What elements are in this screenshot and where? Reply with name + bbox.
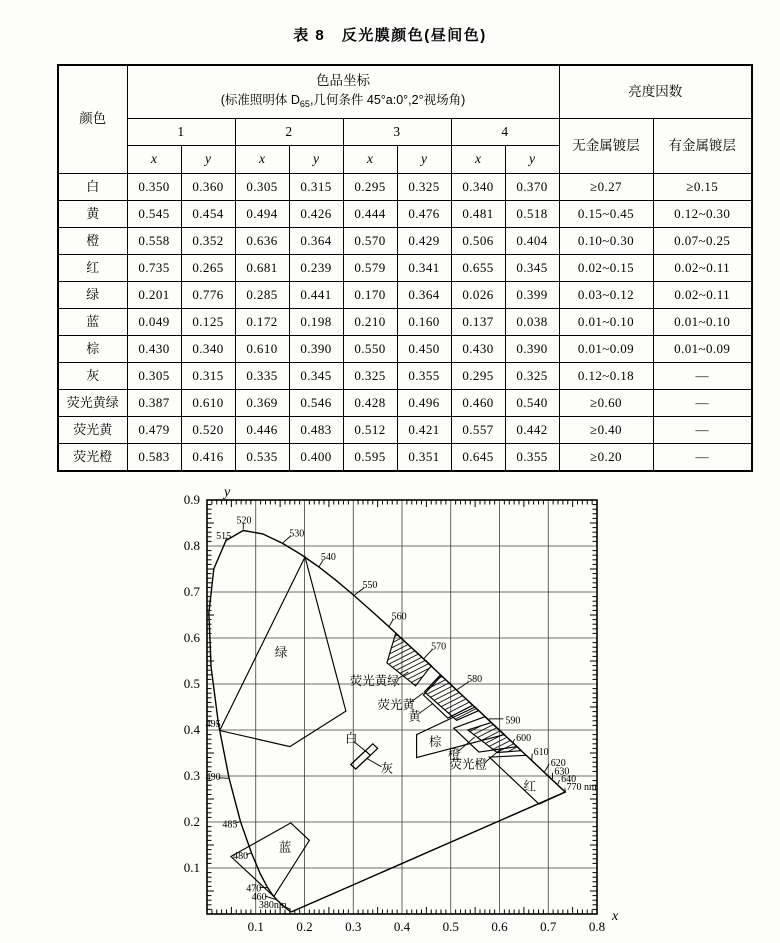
reflective-film-color-table — [57, 64, 753, 472]
lum-no-metal-cell: 0.12~0.18 — [559, 363, 653, 390]
wavelength-label-530: 530 — [289, 529, 304, 540]
coord-cell: 0.239 — [289, 255, 343, 282]
color-name-cell: 红 — [58, 255, 127, 282]
coord-cell: 0.355 — [397, 363, 451, 390]
coord-cell: 0.387 — [127, 390, 181, 417]
coord-cell: 0.444 — [343, 201, 397, 228]
wavelength-label-515: 515 — [216, 531, 231, 542]
coord-cell: 0.198 — [289, 309, 343, 336]
lum-metal-cell: ≥0.15 — [653, 174, 752, 201]
header-x-1: x — [127, 146, 181, 174]
coord-cell: 0.546 — [289, 390, 343, 417]
lum-metal-cell: — — [653, 444, 752, 472]
coord-cell: 0.416 — [181, 444, 235, 472]
coord-cell: 0.210 — [343, 309, 397, 336]
coord-cell: 0.610 — [181, 390, 235, 417]
wavelength-label-490: 490 — [206, 772, 221, 783]
color-name-cell: 橙 — [58, 228, 127, 255]
region-fluor-orange — [468, 723, 522, 753]
svg-text:0.8: 0.8 — [589, 919, 605, 934]
coord-cell: 0.655 — [451, 255, 505, 282]
coord-cell: 0.345 — [505, 255, 559, 282]
wavelength-label-485: 485 — [222, 820, 237, 831]
wavelength-label-570: 570 — [431, 641, 446, 652]
header-row-2 — [58, 119, 752, 146]
lum-metal-cell: 0.12~0.30 — [653, 201, 752, 228]
color-name-cell: 荧光黄绿 — [58, 390, 127, 417]
header-no-metal-coating: 无金属镀层 — [559, 119, 653, 174]
svg-text:0.9: 0.9 — [184, 492, 200, 507]
coord-cell: 0.352 — [181, 228, 235, 255]
wavelength-label-770nm: 770 nm — [567, 782, 598, 793]
region-label-fluor-yellow: 荧光黄 — [377, 697, 415, 712]
coord-cell: 0.325 — [343, 363, 397, 390]
coord-cell: 0.450 — [397, 336, 451, 363]
wavelength-label-480: 480 — [233, 851, 248, 862]
lum-no-metal-cell: 0.02~0.15 — [559, 255, 653, 282]
table-title: 表 8 反光膜颜色(昼间色) — [0, 24, 780, 45]
coord-cell: 0.399 — [505, 282, 559, 309]
svg-text:0.7: 0.7 — [184, 584, 201, 599]
region-gray — [351, 751, 371, 769]
coord-cell: 0.496 — [397, 390, 451, 417]
region-label-brown: 棕 — [429, 734, 442, 749]
coord-cell: 0.340 — [451, 174, 505, 201]
chromaticity-conditions: (标准照明体 $D_{65}$,几何条件 45°a:0°,2°视场角) — [128, 93, 559, 110]
coord-cell: 0.535 — [235, 444, 289, 472]
table-row — [58, 309, 752, 336]
lum-metal-cell: 0.02~0.11 — [653, 282, 752, 309]
coord-cell: 0.557 — [451, 417, 505, 444]
lum-no-metal-cell: ≥0.60 — [559, 390, 653, 417]
coord-cell: 0.341 — [397, 255, 451, 282]
header-with-metal-coating: 有金属镀层 — [653, 119, 752, 174]
table-row — [58, 363, 752, 390]
coord-cell: 0.512 — [343, 417, 397, 444]
region-label-gray: 灰 — [381, 762, 394, 776]
color-name-cell: 白 — [58, 174, 127, 201]
header-luminance-factor: 亮度因数 — [559, 65, 752, 119]
coord-cell: 0.442 — [505, 417, 559, 444]
coord-cell: 0.370 — [505, 174, 559, 201]
coord-cell: 0.049 — [127, 309, 181, 336]
table-row — [58, 255, 752, 282]
coord-cell: 0.454 — [181, 201, 235, 228]
svg-text:0.8: 0.8 — [184, 538, 200, 553]
coord-cell: 0.583 — [127, 444, 181, 472]
lum-no-metal-cell: 0.01~0.10 — [559, 309, 653, 336]
coord-cell: 0.460 — [451, 390, 505, 417]
coord-cell: 0.172 — [235, 309, 289, 336]
header-y-1: y — [181, 146, 235, 174]
coord-cell: 0.494 — [235, 201, 289, 228]
lum-no-metal-cell: ≥0.27 — [559, 174, 653, 201]
wavelength-label-620: 620 — [551, 758, 566, 769]
wavelength-label-470: 470 — [246, 884, 261, 895]
coord-cell: 0.518 — [505, 201, 559, 228]
wavelength-label-580: 580 — [467, 674, 482, 685]
coord-cell: 0.481 — [451, 201, 505, 228]
lum-metal-cell: — — [653, 390, 752, 417]
coord-cell: 0.426 — [289, 201, 343, 228]
coord-cell: 0.125 — [181, 309, 235, 336]
table-body — [58, 174, 752, 472]
y-axis-title: y — [222, 486, 231, 500]
lum-no-metal-cell: 0.15~0.45 — [559, 201, 653, 228]
lum-metal-cell: 0.01~0.09 — [653, 336, 752, 363]
coord-cell: 0.428 — [343, 390, 397, 417]
wavelength-label-520: 520 — [237, 515, 252, 526]
coord-cell: 0.170 — [343, 282, 397, 309]
lum-no-metal-cell: 0.10~0.30 — [559, 228, 653, 255]
svg-text:0.5: 0.5 — [443, 919, 459, 934]
coord-cell: 0.335 — [235, 363, 289, 390]
coord-cell: 0.038 — [505, 309, 559, 336]
coord-cell: 0.545 — [127, 201, 181, 228]
svg-text:0.3: 0.3 — [184, 768, 200, 783]
wavelength-labels — [206, 515, 597, 911]
chromaticity-title: 色品坐标 — [128, 73, 559, 90]
svg-text:0.1: 0.1 — [248, 919, 264, 934]
lum-metal-cell: — — [653, 363, 752, 390]
coord-cell: 0.520 — [181, 417, 235, 444]
svg-text:0.2: 0.2 — [296, 919, 312, 934]
coord-cell: 0.295 — [343, 174, 397, 201]
wavelength-label-590: 590 — [505, 716, 520, 727]
header-group-1: 1 — [127, 119, 235, 146]
header-group-2: 2 — [235, 119, 343, 146]
coord-cell: 0.429 — [397, 228, 451, 255]
coord-cell: 0.350 — [127, 174, 181, 201]
header-row-1 — [58, 65, 752, 119]
coord-cell: 0.364 — [397, 282, 451, 309]
lum-metal-cell: 0.02~0.11 — [653, 255, 752, 282]
lum-no-metal-cell: ≥0.20 — [559, 444, 653, 472]
region-label-green: 绿 — [275, 645, 288, 659]
coord-cell: 0.506 — [451, 228, 505, 255]
coord-cell: 0.026 — [451, 282, 505, 309]
coord-cell: 0.305 — [235, 174, 289, 201]
coord-cell: 0.636 — [235, 228, 289, 255]
region-label-yellow: 黄 — [408, 710, 421, 724]
coord-cell: 0.364 — [289, 228, 343, 255]
coord-cell: 0.479 — [127, 417, 181, 444]
wavelength-label-630: 630 — [554, 766, 569, 777]
coord-cell: 0.390 — [505, 336, 559, 363]
header-chromaticity — [127, 65, 559, 119]
svg-text:0.4: 0.4 — [394, 919, 411, 934]
coord-cell: 0.201 — [127, 282, 181, 309]
color-name-cell: 灰 — [58, 363, 127, 390]
region-label-fluor-orange: 荧光橙 — [450, 757, 488, 772]
header-group-4: 4 — [451, 119, 559, 146]
coord-cell: 0.681 — [235, 255, 289, 282]
coord-cell: 0.305 — [127, 363, 181, 390]
header-y-4: y — [505, 146, 559, 174]
region-label-red: 红 — [523, 780, 536, 794]
header-group-3: 3 — [343, 119, 451, 146]
coord-cell: 0.325 — [505, 363, 559, 390]
color-name-cell: 荧光橙 — [58, 444, 127, 472]
coord-cell: 0.360 — [181, 174, 235, 201]
svg-text:0.6: 0.6 — [491, 919, 508, 934]
region-label-fluor-yellow-green: 荧光黄绿 — [350, 673, 401, 688]
wavelength-label-560: 560 — [392, 611, 407, 622]
coord-cell: 0.735 — [127, 255, 181, 282]
lum-no-metal-cell: 0.03~0.12 — [559, 282, 653, 309]
coord-cell: 0.345 — [289, 363, 343, 390]
svg-text:0.1: 0.1 — [184, 860, 200, 875]
region-white — [351, 744, 378, 769]
table-row — [58, 201, 752, 228]
coord-cell: 0.265 — [181, 255, 235, 282]
coord-cell: 0.421 — [397, 417, 451, 444]
coord-cell: 0.325 — [397, 174, 451, 201]
coord-cell: 0.645 — [451, 444, 505, 472]
x-axis-title: x — [611, 909, 619, 924]
coord-cell: 0.430 — [451, 336, 505, 363]
svg-text:0.6: 0.6 — [184, 630, 201, 645]
coord-cell: 0.137 — [451, 309, 505, 336]
coord-cell: 0.441 — [289, 282, 343, 309]
coord-cell: 0.351 — [397, 444, 451, 472]
svg-text:0.5: 0.5 — [184, 676, 200, 691]
svg-text:0.2: 0.2 — [184, 814, 200, 829]
coord-cell: 0.610 — [235, 336, 289, 363]
coord-cell: 0.579 — [343, 255, 397, 282]
region-label-white: 白 — [345, 731, 358, 745]
wavelength-label-600: 600 — [516, 733, 531, 744]
coord-cell: 0.550 — [343, 336, 397, 363]
wavelength-label-550: 550 — [362, 580, 377, 591]
table-row — [58, 444, 752, 472]
wavelength-label-610: 610 — [534, 747, 549, 758]
coord-cell: 0.595 — [343, 444, 397, 472]
table-row — [58, 228, 752, 255]
cie-chromaticity-diagram — [172, 486, 622, 943]
wavelength-label-495: 495 — [206, 719, 221, 730]
coord-cell: 0.430 — [127, 336, 181, 363]
table-header — [58, 65, 752, 174]
wavelength-label-380nm: 380nm — [259, 900, 287, 911]
coord-cell: 0.446 — [235, 417, 289, 444]
coord-cell: 0.400 — [289, 444, 343, 472]
lum-no-metal-cell: ≥0.40 — [559, 417, 653, 444]
coord-cell: 0.315 — [181, 363, 235, 390]
coord-cell: 0.476 — [397, 201, 451, 228]
wavelength-label-640: 640 — [561, 774, 576, 785]
coord-cell: 0.369 — [235, 390, 289, 417]
table-row — [58, 336, 752, 363]
header-y-2: y — [289, 146, 343, 174]
color-name-cell: 黄 — [58, 201, 127, 228]
table-row — [58, 174, 752, 201]
coord-cell: 0.390 — [289, 336, 343, 363]
header-x-4: x — [451, 146, 505, 174]
coord-cell: 0.160 — [397, 309, 451, 336]
table-row — [58, 282, 752, 309]
region-label-blue: 蓝 — [279, 839, 292, 854]
color-name-cell: 绿 — [58, 282, 127, 309]
coord-cell: 0.570 — [343, 228, 397, 255]
coord-cell: 0.483 — [289, 417, 343, 444]
lum-no-metal-cell: 0.01~0.09 — [559, 336, 653, 363]
coord-cell: 0.404 — [505, 228, 559, 255]
color-name-cell: 蓝 — [58, 309, 127, 336]
color-name-cell: 荧光黄 — [58, 417, 127, 444]
wavelength-label-460: 460 — [252, 892, 267, 903]
header-color-column: 颜色 — [58, 65, 127, 174]
coord-cell: 0.776 — [181, 282, 235, 309]
coord-cell: 0.285 — [235, 282, 289, 309]
table-row — [58, 417, 752, 444]
svg-text:0.7: 0.7 — [540, 919, 557, 934]
coord-cell: 0.355 — [505, 444, 559, 472]
wavelength-label-540: 540 — [321, 552, 336, 563]
coord-cell: 0.540 — [505, 390, 559, 417]
header-y-3: y — [397, 146, 451, 174]
lum-metal-cell: — — [653, 417, 752, 444]
region-label-orange: 橙 — [448, 746, 461, 761]
lum-metal-cell: 0.01~0.10 — [653, 309, 752, 336]
table-row — [58, 390, 752, 417]
coord-cell: 0.558 — [127, 228, 181, 255]
color-regions — [220, 557, 566, 897]
header-x-3: x — [343, 146, 397, 174]
color-name-cell: 棕 — [58, 336, 127, 363]
header-x-2: x — [235, 146, 289, 174]
coord-cell: 0.340 — [181, 336, 235, 363]
lum-metal-cell: 0.07~0.25 — [653, 228, 752, 255]
coord-cell: 0.315 — [289, 174, 343, 201]
coord-cell: 0.295 — [451, 363, 505, 390]
svg-text:0.4: 0.4 — [184, 722, 201, 737]
svg-text:0.3: 0.3 — [345, 919, 361, 934]
